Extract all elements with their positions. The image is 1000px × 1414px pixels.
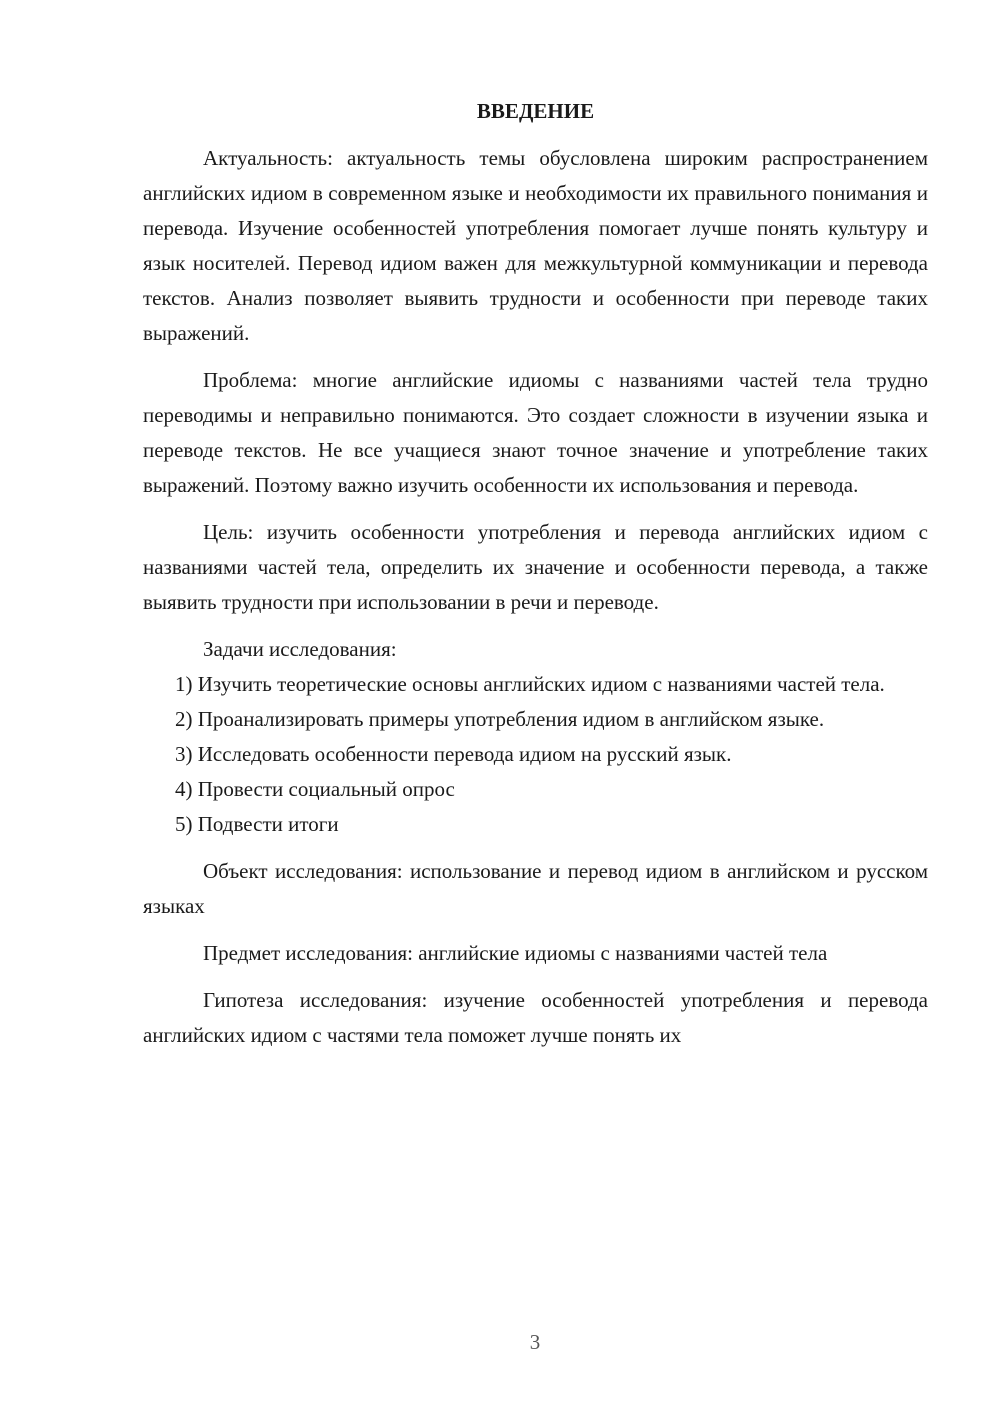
task-item-4: 4) Провести социальный опрос — [175, 777, 455, 801]
paragraph-relevance: Актуальность: актуальность темы обусловлена широким распространением английских идиом в современном языке и необходимости их правильного понимания и перевода. Изучение особенностей употребления помогает лучше понять культуру и язык носителей. Перевод идиом важен для межкультурной коммуникации и перевода текстов. Анализ позволяет выявить трудности и особенности при переводе таких выражений. — [143, 146, 928, 345]
task-item-5: 5) Подвести итоги — [175, 812, 339, 836]
document-page — [143, 94, 928, 1053]
paragraph-object: Объект исследования: использование и перевод идиом в английском и русском языках — [143, 859, 928, 918]
tasks-heading: Задачи исследования: — [203, 637, 397, 661]
paragraph-problem: Проблема: многие английские идиомы с названиями частей тела трудно переводимы и неправильно понимаются. Это создает сложности в изучении языка и переводе текстов. Не все учащиеся знают точное значение и употребление таких выражений. Поэтому важно изучить особенности их использования и перевода. — [143, 368, 928, 497]
paragraph-hypothesis: Гипотеза исследования: изучение особенностей употребления и перевода английских идиом с частями тела поможет лучше понять их — [143, 988, 928, 1047]
paragraph-goal: Цель: изучить особенности употребления и перевода английских идиом с названиями частей тела, определить их значение и особенности перевода, а также выявить трудности при использовании в речи и переводе. — [143, 520, 928, 614]
page-number: 3 — [529, 1330, 541, 1354]
page-title: ВВЕДЕНИЕ — [476, 99, 595, 123]
paragraph-subject: Предмет исследования: английские идиомы с названиями частей тела — [203, 941, 828, 965]
task-item-3: 3) Исследовать особенности перевода идиом на русский язык. — [175, 742, 732, 766]
task-item-2: 2) Проанализировать примеры употребления идиом в английском языке. — [175, 707, 825, 731]
task-item-1: 1) Изучить теоретические основы английских идиом с названиями частей тела. — [175, 672, 885, 696]
